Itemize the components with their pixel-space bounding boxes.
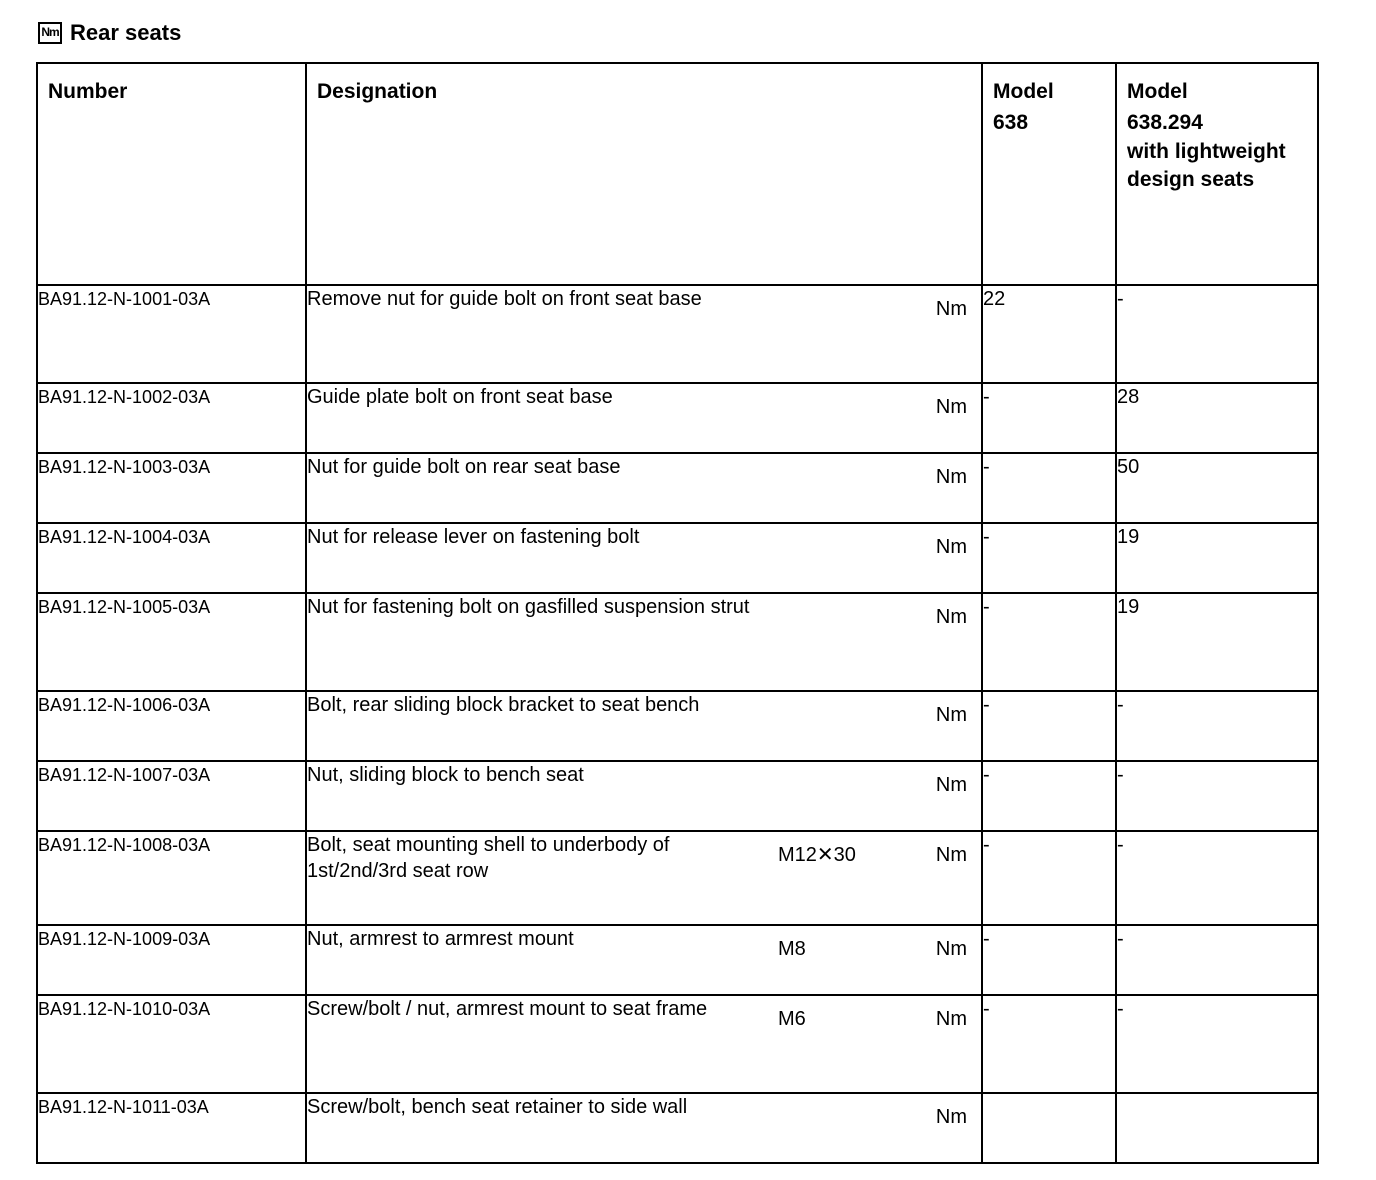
cell-number: BA91.12-N-1007-03A xyxy=(37,761,306,831)
thread-spec: M8 xyxy=(778,938,806,960)
cell-model-b: - xyxy=(1116,285,1318,383)
designation-text: Nut, armrest to armrest mount xyxy=(307,928,574,950)
unit-label: Nm xyxy=(935,844,967,866)
table-row xyxy=(37,831,1318,925)
cell-model-a: 22 xyxy=(982,285,1116,383)
unit-label: Nm xyxy=(935,536,967,558)
cell-number: BA91.12-N-1006-03A xyxy=(37,691,306,761)
header-model-b: Model 638.294 with lightweight design seats xyxy=(1116,63,1318,285)
cell-model-a: - xyxy=(982,523,1116,593)
cell-number: BA91.12-N-1009-03A xyxy=(37,925,306,995)
unit-label: Nm xyxy=(935,606,967,628)
cell-designation xyxy=(306,831,982,925)
cell-designation xyxy=(306,925,982,995)
cell-number: BA91.12-N-1003-03A xyxy=(37,453,306,523)
unit-label: Nm xyxy=(935,1008,967,1030)
cell-model-b: 19 xyxy=(1116,593,1318,691)
designation-text: Bolt, seat mounting shell to underbody of 1st/2nd/3rd seat row xyxy=(307,834,670,882)
cell-model-a: - xyxy=(982,995,1116,1093)
cell-model-a: - xyxy=(982,761,1116,831)
unit-label: Nm xyxy=(935,938,967,960)
cell-model-b xyxy=(1116,1093,1318,1163)
table-row xyxy=(37,523,1318,593)
header-model-a: Model 638 xyxy=(982,63,1116,285)
unit-label: Nm xyxy=(935,466,967,488)
cell-number: BA91.12-N-1010-03A xyxy=(37,995,306,1093)
table-row xyxy=(37,995,1318,1093)
table-row xyxy=(37,691,1318,761)
table-body xyxy=(37,285,1318,1163)
designation-text: Remove nut for guide bolt on front seat base xyxy=(307,288,702,310)
cell-designation xyxy=(306,995,982,1093)
table-row xyxy=(37,1093,1318,1163)
page-title: Rear seats xyxy=(70,20,182,45)
cell-number: BA91.12-N-1001-03A xyxy=(37,285,306,383)
cell-model-a: - xyxy=(982,593,1116,691)
unit-label: Nm xyxy=(935,774,967,796)
cell-model-a: - xyxy=(982,453,1116,523)
cell-model-b: 19 xyxy=(1116,523,1318,593)
unit-label: Nm xyxy=(935,704,967,726)
cell-designation xyxy=(306,285,982,383)
designation-text: Screw/bolt / nut, armrest mount to seat frame xyxy=(307,998,708,1020)
designation-text: Nut for fastening bolt on gasfilled suspension strut xyxy=(307,596,750,618)
designation-text: Screw/bolt, bench seat retainer to side wall xyxy=(307,1096,688,1118)
cell-model-a: - xyxy=(982,925,1116,995)
cell-designation xyxy=(306,691,982,761)
cell-number: BA91.12-N-1002-03A xyxy=(37,383,306,453)
header-number: Number xyxy=(37,63,306,285)
cell-model-a: - xyxy=(982,383,1116,453)
table-header-row xyxy=(37,63,1318,285)
table-row xyxy=(37,453,1318,523)
table-row xyxy=(37,593,1318,691)
cell-designation xyxy=(306,383,982,453)
cell-model-b: - xyxy=(1116,691,1318,761)
designation-text: Guide plate bolt on front seat base xyxy=(307,386,613,408)
cell-designation xyxy=(306,453,982,523)
cell-number: BA91.12-N-1004-03A xyxy=(37,523,306,593)
table-row xyxy=(37,761,1318,831)
cell-designation xyxy=(306,523,982,593)
cell-designation xyxy=(306,1093,982,1163)
cell-model-a: - xyxy=(982,831,1116,925)
cell-designation xyxy=(306,593,982,691)
page-header xyxy=(38,16,181,46)
thread-spec: M6 xyxy=(778,1008,806,1030)
cell-model-b: 28 xyxy=(1116,383,1318,453)
designation-text: Nut for release lever on fastening bolt xyxy=(307,526,640,548)
cell-number: BA91.12-N-1008-03A xyxy=(37,831,306,925)
designation-text: Nut, sliding block to bench seat xyxy=(307,764,584,786)
torque-nm-icon: Nm xyxy=(38,22,62,44)
cell-number: BA91.12-N-1005-03A xyxy=(37,593,306,691)
cell-model-b: - xyxy=(1116,761,1318,831)
cell-designation xyxy=(306,761,982,831)
designation-text: Bolt, rear sliding block bracket to seat bench xyxy=(307,694,700,716)
cell-model-a xyxy=(982,1093,1116,1163)
cell-model-b: 50 xyxy=(1116,453,1318,523)
cell-number: BA91.12-N-1011-03A xyxy=(37,1093,306,1163)
header-designation: Designation xyxy=(306,63,982,285)
unit-label: Nm xyxy=(935,1106,967,1128)
unit-label: Nm xyxy=(935,298,967,320)
table-row xyxy=(37,383,1318,453)
table-row xyxy=(37,285,1318,383)
designation-text: Nut for guide bolt on rear seat base xyxy=(307,456,621,478)
thread-spec: M12✕30 xyxy=(778,844,856,866)
cell-model-b: - xyxy=(1116,995,1318,1093)
cell-model-b: - xyxy=(1116,831,1318,925)
cell-model-b: - xyxy=(1116,925,1318,995)
unit-label: Nm xyxy=(935,396,967,418)
cell-model-a: - xyxy=(982,691,1116,761)
torque-table xyxy=(36,62,1319,1164)
table-row xyxy=(37,925,1318,995)
